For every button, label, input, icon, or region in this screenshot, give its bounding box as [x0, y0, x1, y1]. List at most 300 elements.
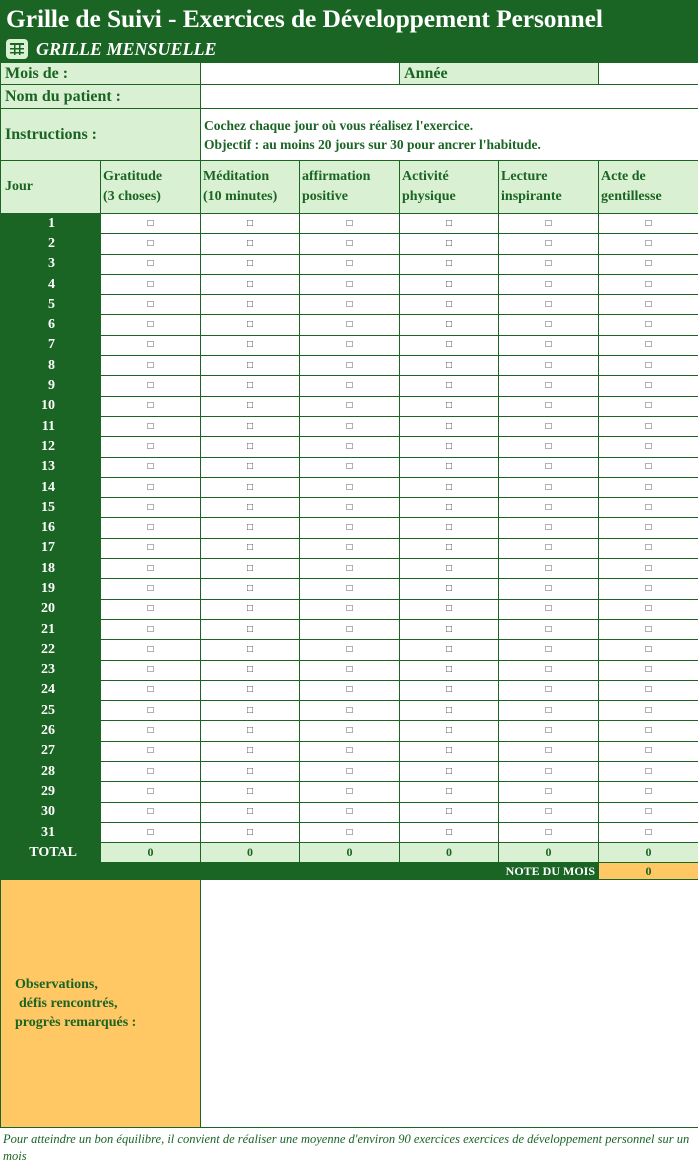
checkbox-icon: □ — [445, 542, 453, 554]
table-row — [1, 741, 698, 761]
checkbox-cell[interactable] — [300, 741, 400, 761]
checkbox-cell[interactable] — [599, 477, 698, 497]
table-row — [1, 599, 698, 619]
checkbox-icon: □ — [246, 704, 254, 716]
subtitle-row — [6, 38, 217, 60]
month-label: Mois de : — [1, 63, 201, 85]
checkbox-cell[interactable] — [599, 376, 698, 396]
checkbox-cell[interactable] — [599, 498, 698, 518]
checkbox-icon: □ — [545, 745, 552, 757]
column-header-line: affirmation — [302, 169, 371, 184]
table-row — [1, 274, 698, 294]
checkbox-cell[interactable] — [400, 214, 499, 234]
checkbox-cell[interactable] — [201, 680, 300, 700]
checkbox-cell[interactable] — [300, 579, 400, 599]
checkbox-icon: □ — [346, 664, 353, 676]
checkbox-cell[interactable] — [499, 214, 599, 234]
checkbox-cell[interactable] — [499, 335, 599, 355]
checkbox-cell[interactable] — [499, 416, 599, 436]
checkbox-cell[interactable] — [499, 680, 599, 700]
checkbox-cell[interactable] — [599, 335, 698, 355]
checkbox-cell[interactable] — [201, 721, 300, 741]
checkbox-cell[interactable] — [499, 295, 599, 315]
checkbox-icon: □ — [545, 725, 552, 737]
checkbox-cell[interactable] — [400, 640, 499, 660]
observations-line-1: Observations, — [15, 977, 98, 993]
column-header-line: Activité — [402, 169, 449, 184]
checkbox-cell[interactable] — [599, 234, 698, 254]
column-header-affirmation — [300, 161, 400, 214]
column-header-gentillesse — [599, 161, 698, 214]
checkbox-cell[interactable] — [101, 579, 201, 599]
checkbox-cell[interactable] — [101, 416, 201, 436]
table-row — [1, 802, 698, 822]
day-number: 4 — [1, 274, 101, 294]
checkbox-cell[interactable] — [101, 295, 201, 315]
checkbox-cell[interactable] — [599, 599, 698, 619]
checkbox-cell[interactable] — [101, 802, 201, 822]
checkbox-cell[interactable] — [400, 274, 499, 294]
checkbox-cell[interactable] — [101, 396, 201, 416]
checkbox-cell[interactable] — [300, 599, 400, 619]
checkbox-cell[interactable] — [599, 619, 698, 639]
checkbox-cell[interactable] — [599, 457, 698, 477]
checkbox-cell[interactable] — [300, 356, 400, 376]
checkbox-cell[interactable] — [201, 356, 300, 376]
checkbox-cell[interactable] — [499, 538, 599, 558]
checkbox-cell[interactable] — [300, 295, 400, 315]
checkbox-cell[interactable] — [499, 437, 599, 457]
checkbox-cell[interactable] — [499, 274, 599, 294]
checkbox-icon: □ — [545, 623, 552, 635]
checkbox-cell[interactable] — [400, 254, 499, 274]
checkbox-cell[interactable] — [400, 741, 499, 761]
checkbox-cell[interactable] — [400, 579, 499, 599]
checkbox-cell[interactable] — [101, 822, 201, 842]
checkbox-icon: □ — [545, 278, 552, 290]
instructions-text — [201, 109, 698, 161]
checkbox-icon: □ — [246, 339, 254, 351]
checkbox-cell[interactable] — [300, 396, 400, 416]
checkbox-cell[interactable] — [599, 741, 698, 761]
checkbox-cell[interactable] — [499, 599, 599, 619]
checkbox-cell[interactable] — [201, 802, 300, 822]
checkbox-icon: □ — [645, 785, 652, 797]
checkbox-cell[interactable] — [599, 214, 698, 234]
checkbox-icon: □ — [346, 359, 353, 371]
checkbox-cell[interactable] — [101, 477, 201, 497]
checkbox-cell[interactable] — [201, 295, 300, 315]
checkbox-cell[interactable] — [599, 538, 698, 558]
checkbox-cell[interactable] — [400, 762, 499, 782]
checkbox-cell[interactable] — [101, 376, 201, 396]
checkbox-icon: □ — [445, 319, 453, 331]
checkbox-cell[interactable] — [201, 376, 300, 396]
checkbox-cell[interactable] — [499, 640, 599, 660]
checkbox-cell[interactable] — [101, 640, 201, 660]
observations-field[interactable] — [201, 880, 698, 1128]
checkbox-cell[interactable] — [300, 518, 400, 538]
checkbox-cell[interactable] — [300, 315, 400, 335]
checkbox-cell[interactable] — [101, 721, 201, 741]
checkbox-cell[interactable] — [400, 234, 499, 254]
checkbox-icon: □ — [147, 684, 154, 696]
checkbox-cell[interactable] — [499, 579, 599, 599]
day-number: 13 — [1, 457, 101, 477]
table-row — [1, 619, 698, 639]
checkbox-cell[interactable] — [300, 559, 400, 579]
column-header-line: gentillesse — [601, 189, 662, 204]
checkbox-cell[interactable] — [400, 335, 499, 355]
checkbox-cell[interactable] — [599, 559, 698, 579]
checkbox-cell[interactable] — [599, 295, 698, 315]
checkbox-icon: □ — [445, 380, 453, 392]
checkbox-cell[interactable] — [101, 315, 201, 335]
checkbox-cell[interactable] — [599, 356, 698, 376]
checkbox-cell[interactable] — [599, 518, 698, 538]
footer-note: Pour atteindre un bon équilibre, il convient de réaliser une moyenne d'environ 90 exercices exercices de développement personnel sur un mois — [3, 1132, 690, 1163]
checkbox-cell[interactable] — [400, 376, 499, 396]
checkbox-cell[interactable] — [400, 782, 499, 802]
checkbox-icon: □ — [545, 785, 552, 797]
table-row — [1, 477, 698, 497]
checkbox-icon: □ — [246, 481, 254, 493]
table-row — [1, 315, 698, 335]
year-field[interactable] — [599, 63, 698, 85]
checkbox-cell[interactable] — [400, 599, 499, 619]
checkbox-icon: □ — [645, 339, 652, 351]
checkbox-icon: □ — [445, 237, 453, 249]
checkbox-icon: □ — [346, 339, 353, 351]
checkbox-cell[interactable] — [300, 234, 400, 254]
checkbox-cell[interactable] — [300, 254, 400, 274]
checkbox-cell[interactable] — [599, 782, 698, 802]
checkbox-cell[interactable] — [499, 457, 599, 477]
checkbox-cell[interactable] — [101, 498, 201, 518]
checkbox-cell[interactable] — [201, 822, 300, 842]
day-number: 22 — [1, 640, 101, 660]
checkbox-cell[interactable] — [599, 680, 698, 700]
checkbox-cell[interactable] — [300, 802, 400, 822]
checkbox-cell[interactable] — [201, 437, 300, 457]
checkbox-icon: □ — [147, 237, 154, 249]
patient-label: Nom du patient : — [1, 85, 201, 109]
checkbox-cell[interactable] — [300, 538, 400, 558]
checkbox-cell[interactable] — [300, 335, 400, 355]
checkbox-icon: □ — [645, 765, 652, 777]
checkbox-cell[interactable] — [101, 538, 201, 558]
checkbox-cell[interactable] — [499, 660, 599, 680]
checkbox-cell[interactable] — [499, 741, 599, 761]
checkbox-icon: □ — [545, 481, 552, 493]
checkbox-cell[interactable] — [499, 782, 599, 802]
checkbox-cell[interactable] — [400, 315, 499, 335]
checkbox-icon: □ — [346, 806, 353, 818]
checkbox-cell[interactable] — [201, 741, 300, 761]
checkbox-cell[interactable] — [101, 457, 201, 477]
checkbox-icon: □ — [246, 278, 254, 290]
checkbox-icon: □ — [147, 278, 154, 290]
checkbox-icon: □ — [445, 217, 453, 229]
checkbox-cell[interactable] — [599, 762, 698, 782]
column-header-meditation — [201, 161, 300, 214]
checkbox-cell[interactable] — [599, 822, 698, 842]
checkbox-cell[interactable] — [300, 640, 400, 660]
checkbox-icon: □ — [645, 298, 652, 310]
checkbox-cell[interactable] — [101, 437, 201, 457]
checkbox-icon: □ — [545, 542, 552, 554]
checkbox-cell[interactable] — [300, 822, 400, 842]
checkbox-cell[interactable] — [201, 498, 300, 518]
column-header-gratitude — [101, 161, 201, 214]
checkbox-cell[interactable] — [499, 376, 599, 396]
checkbox-cell[interactable] — [201, 274, 300, 294]
checkbox-icon: □ — [545, 562, 552, 574]
day-number: 26 — [1, 721, 101, 741]
checkbox-cell[interactable] — [300, 721, 400, 741]
checkbox-cell[interactable] — [101, 619, 201, 639]
checkbox-cell[interactable] — [499, 315, 599, 335]
checkbox-cell[interactable] — [300, 782, 400, 802]
checkbox-cell[interactable] — [101, 741, 201, 761]
checkbox-cell[interactable] — [499, 619, 599, 639]
checkbox-cell[interactable] — [300, 619, 400, 639]
checkbox-icon: □ — [346, 278, 353, 290]
patient-field[interactable] — [201, 85, 698, 109]
checkbox-cell[interactable] — [599, 701, 698, 721]
checkbox-cell[interactable] — [300, 660, 400, 680]
checkbox-cell[interactable] — [300, 457, 400, 477]
checkbox-cell[interactable] — [101, 335, 201, 355]
checkbox-cell[interactable] — [101, 518, 201, 538]
checkbox-icon: □ — [147, 623, 154, 635]
checkbox-icon: □ — [246, 643, 254, 655]
checkbox-cell[interactable] — [101, 680, 201, 700]
checkbox-cell[interactable] — [400, 660, 499, 680]
checkbox-icon: □ — [445, 400, 453, 412]
checkbox-cell[interactable] — [101, 254, 201, 274]
checkbox-icon: □ — [346, 725, 353, 737]
checkbox-cell[interactable] — [201, 782, 300, 802]
checkbox-cell[interactable] — [400, 437, 499, 457]
checkbox-cell[interactable] — [101, 762, 201, 782]
total-value: 0 — [400, 843, 499, 863]
checkbox-cell[interactable] — [201, 701, 300, 721]
checkbox-cell[interactable] — [201, 396, 300, 416]
checkbox-cell[interactable] — [201, 416, 300, 436]
checkbox-icon: □ — [645, 319, 652, 331]
checkbox-icon: □ — [246, 826, 254, 838]
checkbox-cell[interactable] — [400, 396, 499, 416]
checkbox-cell[interactable] — [201, 640, 300, 660]
checkbox-cell[interactable] — [201, 457, 300, 477]
checkbox-cell[interactable] — [201, 619, 300, 639]
checkbox-cell[interactable] — [499, 802, 599, 822]
checkbox-cell[interactable] — [599, 660, 698, 680]
checkbox-cell[interactable] — [300, 437, 400, 457]
checkbox-icon: □ — [147, 826, 154, 838]
checkbox-icon: □ — [346, 237, 353, 249]
checkbox-cell[interactable] — [499, 234, 599, 254]
day-number: 24 — [1, 680, 101, 700]
checkbox-cell[interactable] — [300, 416, 400, 436]
table-row — [1, 559, 698, 579]
checkbox-cell[interactable] — [300, 477, 400, 497]
checkbox-cell[interactable] — [101, 599, 201, 619]
checkbox-cell[interactable] — [499, 721, 599, 741]
instructions-line-1: Cochez chaque jour où vous réalisez l'exercice. — [204, 117, 474, 133]
day-number: 14 — [1, 477, 101, 497]
checkbox-icon: □ — [445, 826, 453, 838]
checkbox-cell[interactable] — [499, 356, 599, 376]
checkbox-cell[interactable] — [101, 660, 201, 680]
checkbox-cell[interactable] — [599, 802, 698, 822]
checkbox-cell[interactable] — [400, 559, 499, 579]
checkbox-cell[interactable] — [499, 518, 599, 538]
checkbox-cell[interactable] — [300, 274, 400, 294]
checkbox-cell[interactable] — [300, 498, 400, 518]
checkbox-cell[interactable] — [101, 559, 201, 579]
checkbox-icon: □ — [545, 298, 552, 310]
checkbox-cell[interactable] — [400, 518, 499, 538]
checkbox-cell[interactable] — [499, 396, 599, 416]
table-row — [1, 214, 698, 234]
checkbox-cell[interactable] — [201, 254, 300, 274]
checkbox-cell[interactable] — [400, 457, 499, 477]
checkbox-cell[interactable] — [201, 660, 300, 680]
total-value: 0 — [201, 843, 300, 863]
checkbox-icon: □ — [346, 603, 353, 615]
checkbox-icon: □ — [445, 664, 453, 676]
checkbox-cell[interactable] — [101, 782, 201, 802]
checkbox-icon: □ — [147, 725, 154, 737]
checkbox-cell[interactable] — [201, 538, 300, 558]
day-number: 20 — [1, 599, 101, 619]
checkbox-cell[interactable] — [400, 416, 499, 436]
checkbox-icon: □ — [545, 603, 552, 615]
checkbox-icon: □ — [246, 725, 254, 737]
checkbox-cell[interactable] — [599, 396, 698, 416]
checkbox-cell[interactable] — [499, 559, 599, 579]
checkbox-cell[interactable] — [201, 559, 300, 579]
checkbox-icon: □ — [147, 562, 154, 574]
checkbox-cell[interactable] — [400, 721, 499, 741]
checkbox-cell[interactable] — [201, 579, 300, 599]
checkbox-cell[interactable] — [499, 701, 599, 721]
checkbox-cell[interactable] — [201, 234, 300, 254]
checkbox-icon: □ — [545, 684, 552, 696]
checkbox-icon: □ — [147, 420, 154, 432]
checkbox-cell[interactable] — [101, 701, 201, 721]
checkbox-cell[interactable] — [201, 214, 300, 234]
checkbox-icon: □ — [645, 440, 652, 452]
column-header-line: (10 minutes) — [203, 189, 278, 204]
checkbox-icon: □ — [445, 704, 453, 716]
checkbox-cell[interactable] — [400, 802, 499, 822]
checkbox-icon: □ — [246, 258, 254, 270]
checkbox-cell[interactable] — [300, 701, 400, 721]
checkbox-cell[interactable] — [599, 437, 698, 457]
checkbox-icon: □ — [645, 745, 652, 757]
checkbox-icon: □ — [147, 298, 154, 310]
checkbox-cell[interactable] — [101, 214, 201, 234]
checkbox-icon: □ — [147, 643, 154, 655]
checkbox-cell[interactable] — [499, 477, 599, 497]
checkbox-cell[interactable] — [599, 254, 698, 274]
checkbox-icon: □ — [645, 359, 652, 371]
checkbox-icon: □ — [346, 745, 353, 757]
month-field[interactable] — [201, 63, 400, 85]
checkbox-cell[interactable] — [400, 498, 499, 518]
checkbox-icon: □ — [246, 420, 254, 432]
checkbox-icon: □ — [246, 623, 254, 635]
checkbox-icon: □ — [346, 258, 353, 270]
checkbox-cell[interactable] — [599, 416, 698, 436]
observations-label — [1, 880, 201, 1128]
checkbox-cell[interactable] — [300, 376, 400, 396]
note-value: 0 — [599, 863, 698, 880]
checkbox-cell[interactable] — [101, 274, 201, 294]
checkbox-cell[interactable] — [599, 579, 698, 599]
checkbox-cell[interactable] — [499, 762, 599, 782]
checkbox-icon: □ — [147, 440, 154, 452]
checkbox-icon: □ — [445, 440, 453, 452]
checkbox-icon: □ — [545, 704, 552, 716]
checkbox-cell[interactable] — [400, 356, 499, 376]
column-header-line: Acte de — [601, 169, 646, 184]
checkbox-cell[interactable] — [201, 762, 300, 782]
checkbox-cell[interactable] — [101, 356, 201, 376]
checkbox-cell[interactable] — [300, 762, 400, 782]
checkbox-cell[interactable] — [300, 214, 400, 234]
checkbox-cell[interactable] — [499, 498, 599, 518]
checkbox-cell[interactable] — [400, 295, 499, 315]
table-row — [1, 680, 698, 700]
checkbox-cell[interactable] — [400, 538, 499, 558]
day-number: 10 — [1, 396, 101, 416]
column-header-activite — [400, 161, 499, 214]
checkbox-icon: □ — [346, 562, 353, 574]
checkbox-cell[interactable] — [400, 822, 499, 842]
checkbox-cell[interactable] — [400, 680, 499, 700]
checkbox-cell[interactable] — [300, 680, 400, 700]
checkbox-cell[interactable] — [400, 701, 499, 721]
checkbox-cell[interactable] — [599, 721, 698, 741]
checkbox-cell[interactable] — [201, 518, 300, 538]
checkbox-cell[interactable] — [201, 315, 300, 335]
checkbox-cell[interactable] — [201, 477, 300, 497]
title-bar — [0, 0, 698, 62]
checkbox-icon: □ — [445, 725, 453, 737]
checkbox-icon: □ — [246, 582, 254, 594]
checkbox-cell[interactable] — [599, 274, 698, 294]
checkbox-cell[interactable] — [499, 822, 599, 842]
checkbox-cell[interactable] — [499, 254, 599, 274]
checkbox-icon: □ — [147, 400, 154, 412]
day-number: 6 — [1, 315, 101, 335]
checkbox-icon: □ — [645, 258, 652, 270]
checkbox-cell[interactable] — [599, 315, 698, 335]
checkbox-cell[interactable] — [201, 599, 300, 619]
total-label: TOTAL — [1, 843, 101, 863]
checkbox-icon: □ — [545, 258, 552, 270]
checkbox-cell[interactable] — [101, 234, 201, 254]
checkbox-cell[interactable] — [599, 640, 698, 660]
checkbox-cell[interactable] — [201, 335, 300, 355]
checkbox-icon: □ — [645, 664, 652, 676]
checkbox-cell[interactable] — [400, 477, 499, 497]
checkbox-cell[interactable] — [400, 619, 499, 639]
